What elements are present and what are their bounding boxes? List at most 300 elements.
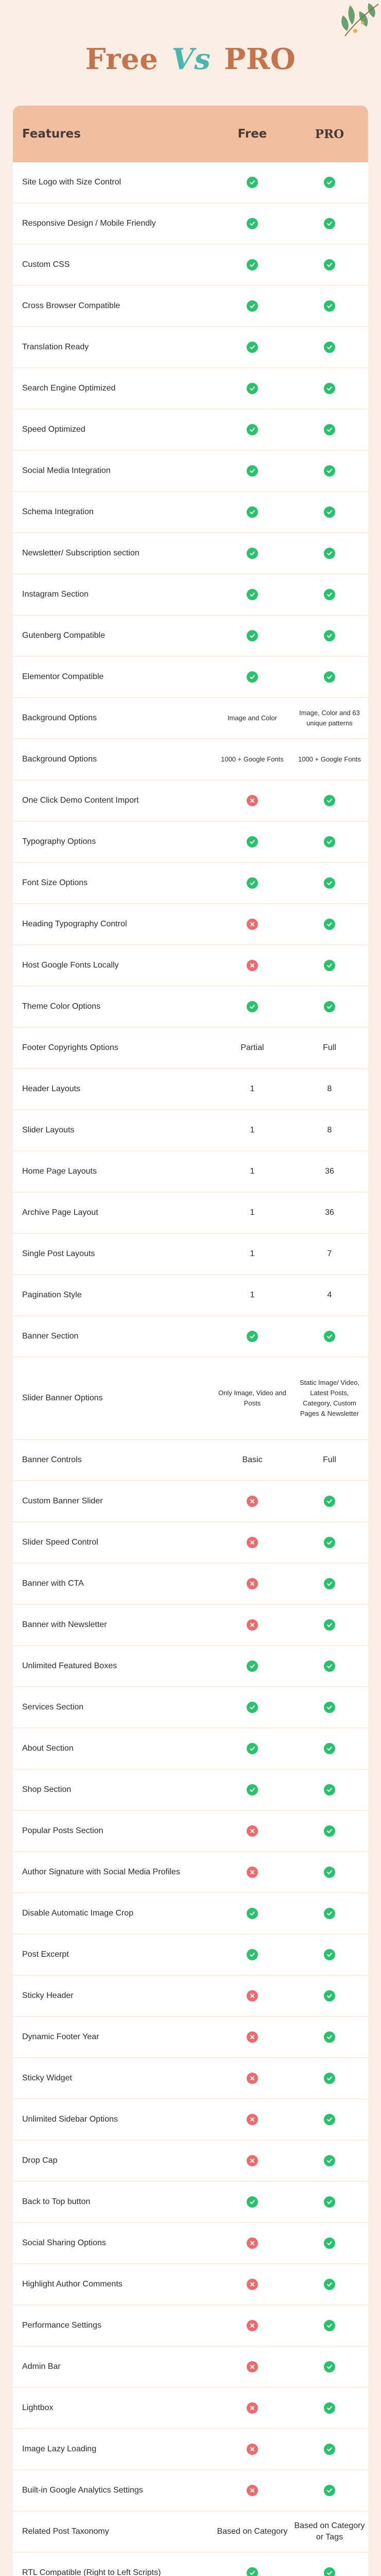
feature-label: Translation Ready [22, 343, 89, 351]
check-icon [247, 424, 258, 435]
table-row [13, 2099, 368, 2141]
pro-cell [291, 754, 368, 765]
free-value: Only Image, Video and Posts [218, 1388, 286, 1407]
feature-label: Custom CSS [22, 260, 70, 269]
check-icon [247, 2196, 258, 2208]
feature-label: Newsletter/ Subscription section [22, 549, 140, 557]
pro-cell [291, 877, 368, 889]
feature-label: Slider Banner Options [22, 1394, 103, 1402]
check-icon [247, 1331, 258, 1342]
check-icon [324, 1867, 335, 1878]
leaf-decoration-icon [319, 0, 381, 46]
cross-icon [247, 1867, 258, 1878]
check-icon [324, 1619, 335, 1631]
table-row [13, 1687, 368, 1728]
table-row [13, 1440, 368, 1481]
table-row [13, 1728, 368, 1770]
feature-label: Banner with Newsletter [22, 1620, 107, 1629]
pro-cell [291, 1042, 368, 1054]
free-cell [214, 342, 291, 353]
free-cell [214, 2320, 291, 2331]
feature-label: Slider Layouts [22, 1126, 75, 1134]
pro-cell [291, 1331, 368, 1342]
free-value: 1 [250, 1208, 255, 1217]
table-row [13, 1564, 368, 1605]
feature-label: Post Excerpt [22, 1950, 69, 1959]
table-row [13, 162, 368, 204]
free-cell [214, 2567, 291, 2576]
check-icon [324, 836, 335, 848]
table-row [13, 1358, 368, 1440]
pro-cell [291, 2279, 368, 2290]
table-row [13, 616, 368, 657]
feature-label: Image Lazy Loading [22, 2445, 97, 2453]
feature-label: Services Section [22, 1703, 84, 1711]
pro-cell [291, 177, 368, 188]
pro-cell [291, 1537, 368, 1548]
free-cell [214, 1990, 291, 2002]
table-row [13, 904, 368, 945]
check-icon [324, 2402, 335, 2414]
free-cell [214, 1207, 291, 1218]
feature-label: Typography Options [22, 837, 96, 846]
feature-label: Banner Controls [22, 1455, 82, 1464]
feature-label: Dynamic Footer Year [22, 2032, 99, 2041]
pro-cell [291, 1290, 368, 1301]
feature-label: Background Options [22, 755, 97, 764]
pro-cell [291, 2520, 368, 2544]
feature-label: RTL Compatible (Right to Left Scripts) [22, 2568, 161, 2576]
feature-label: Back to Top button [22, 2197, 91, 2206]
feature-label: Social Media Integration [22, 466, 111, 475]
feature-label: Theme Color Options [22, 1002, 101, 1011]
check-icon [324, 1990, 335, 2002]
feature-label: Social Sharing Options [22, 2239, 106, 2247]
check-icon [247, 259, 258, 270]
pro-cell [291, 1496, 368, 1507]
pro-cell [291, 506, 368, 518]
check-icon [324, 424, 335, 435]
check-icon [247, 1743, 258, 1754]
table-row [13, 245, 368, 286]
free-cell [214, 1248, 291, 1260]
pro-cell [291, 1660, 368, 1672]
cross-icon [247, 795, 258, 806]
free-cell [214, 1702, 291, 1713]
table-row [13, 492, 368, 533]
check-icon [324, 1578, 335, 1589]
pro-value: 8 [327, 1125, 332, 1134]
free-cell [214, 1619, 291, 1631]
table-row [13, 698, 368, 739]
check-icon [324, 2114, 335, 2125]
feature-label: Sticky Header [22, 1991, 74, 2000]
pro-cell [291, 1454, 368, 1466]
check-icon [324, 1949, 335, 1960]
feature-label: Responsive Design / Mobile Friendly [22, 219, 156, 228]
table-row [13, 2058, 368, 2099]
pro-cell [291, 218, 368, 229]
feature-label: Custom Banner Slider [22, 1497, 103, 1505]
free-cell [214, 2361, 291, 2372]
pro-value: 4 [327, 1290, 332, 1299]
pro-cell [291, 548, 368, 559]
table-row [13, 1935, 368, 1976]
feature-label: Home Page Layouts [22, 1167, 97, 1176]
table-header [13, 106, 368, 162]
page-title [0, 42, 381, 76]
check-icon [324, 2485, 335, 2496]
table-row [13, 2553, 368, 2576]
free-value: 1 [250, 1166, 255, 1176]
pro-value: 7 [327, 1249, 332, 1258]
feature-label: Pagination Style [22, 1291, 82, 1299]
table-row [13, 1770, 368, 1811]
check-icon [324, 342, 335, 353]
table-row [13, 410, 368, 451]
table-row [13, 2017, 368, 2058]
pro-value: 8 [327, 1084, 332, 1093]
table-row [13, 1852, 368, 1893]
table-row [13, 1522, 368, 1564]
table-row [13, 2223, 368, 2264]
header-pro: PRO [315, 127, 344, 141]
pro-cell [291, 300, 368, 312]
pro-cell [291, 2238, 368, 2249]
check-icon [324, 1702, 335, 1713]
table-row [13, 1481, 368, 1522]
table-row [13, 1893, 368, 1935]
table-row [13, 574, 368, 616]
pro-cell [291, 2031, 368, 2043]
cross-icon [247, 2361, 258, 2372]
feature-label: Single Post Layouts [22, 1249, 95, 1258]
pro-cell [291, 1784, 368, 1795]
table-row [13, 1193, 368, 1234]
pro-cell [291, 2114, 368, 2125]
check-icon [324, 465, 335, 477]
pro-value: Full [323, 1455, 336, 1464]
free-cell [214, 1166, 291, 1177]
free-cell [214, 1001, 291, 1012]
feature-label: Unlimited Sidebar Options [22, 2115, 118, 2124]
feature-label: Related Post Taxonomy [22, 2527, 109, 2536]
table-row [13, 451, 368, 492]
free-cell [214, 589, 291, 600]
check-icon [324, 2320, 335, 2331]
free-cell [214, 1537, 291, 1548]
free-cell [214, 1660, 291, 1672]
feature-label: Cross Browser Compatible [22, 301, 120, 310]
pro-cell [291, 1949, 368, 1960]
cross-icon [247, 2279, 258, 2290]
free-value: 1 [250, 1249, 255, 1258]
cross-icon [247, 2444, 258, 2455]
pro-cell [291, 671, 368, 683]
table-row [13, 1151, 368, 1193]
free-cell [214, 1496, 291, 1507]
free-cell [214, 1867, 291, 1878]
pro-cell [291, 2196, 368, 2208]
pro-cell [291, 836, 368, 848]
cross-icon [247, 2155, 258, 2166]
free-cell [214, 630, 291, 641]
pro-cell [291, 1083, 368, 1095]
table-row [13, 863, 368, 904]
check-icon [324, 671, 335, 683]
free-cell [214, 1331, 291, 1342]
free-cell [214, 424, 291, 435]
pro-cell [291, 1578, 368, 1589]
feature-label: Drop Cap [22, 2156, 58, 2165]
pro-cell [291, 342, 368, 353]
free-cell [214, 1083, 291, 1095]
cross-icon [247, 960, 258, 971]
table-row [13, 822, 368, 863]
free-value: Image and Color [227, 714, 278, 722]
pro-cell [291, 960, 368, 971]
table-row [13, 1316, 368, 1358]
cross-icon [247, 2114, 258, 2125]
free-cell [214, 795, 291, 806]
feature-label: Archive Page Layout [22, 1208, 98, 1217]
table-row [13, 2347, 368, 2388]
check-icon [247, 877, 258, 889]
free-cell [214, 2279, 291, 2290]
free-cell [214, 836, 291, 848]
pro-cell [291, 2155, 368, 2166]
table-row [13, 1275, 368, 1316]
pro-cell [291, 1825, 368, 1837]
pro-cell [291, 2320, 368, 2331]
check-icon [324, 877, 335, 889]
feature-label: Banner Section [22, 1332, 79, 1341]
check-icon [324, 630, 335, 641]
check-icon [324, 589, 335, 600]
free-cell [214, 2526, 291, 2537]
feature-label: Search Engine Optimized [22, 384, 116, 393]
check-icon [247, 1784, 258, 1795]
check-icon [247, 2567, 258, 2576]
check-icon [324, 177, 335, 188]
table-row [13, 739, 368, 781]
pro-cell [291, 795, 368, 806]
check-icon [324, 548, 335, 559]
pro-cell [291, 630, 368, 641]
check-icon [324, 2361, 335, 2372]
check-icon [247, 548, 258, 559]
feature-label: One Click Demo Content Import [22, 796, 139, 805]
check-icon [247, 589, 258, 600]
cross-icon [247, 919, 258, 930]
check-icon [324, 1331, 335, 1342]
title-pro: PRO [224, 42, 296, 76]
feature-label: Author Signature with Social Media Profiles [22, 1868, 180, 1876]
free-cell [214, 1125, 291, 1136]
cross-icon [247, 1537, 258, 1548]
free-cell [214, 1743, 291, 1754]
cross-icon [247, 1578, 258, 1589]
feature-label: Elementor Compatible [22, 672, 104, 681]
feature-label: Banner with CTA [22, 1579, 84, 1588]
pro-value: Static Image/ Video, Latest Posts, Category, Custom Pages & Newsletter [299, 1378, 360, 1418]
pro-cell [291, 2402, 368, 2414]
table-row [13, 2512, 368, 2553]
free-cell [214, 218, 291, 229]
pro-cell [291, 1619, 368, 1631]
pro-cell [291, 1125, 368, 1136]
free-cell [214, 2485, 291, 2496]
free-value: Based on Category [217, 2527, 288, 2536]
check-icon [247, 1949, 258, 1960]
free-cell [214, 2238, 291, 2249]
pro-cell [291, 383, 368, 394]
check-icon [324, 2031, 335, 2043]
table-row [13, 2306, 368, 2347]
check-icon [324, 1001, 335, 1012]
check-icon [247, 342, 258, 353]
free-cell [214, 2155, 291, 2166]
title-free: Free [85, 42, 159, 76]
cross-icon [247, 2320, 258, 2331]
free-cell [214, 671, 291, 683]
free-cell [214, 2402, 291, 2414]
check-icon [247, 506, 258, 518]
table-row [13, 1605, 368, 1646]
free-value: 1 [250, 1084, 255, 1093]
check-icon [324, 1743, 335, 1754]
check-icon [324, 2155, 335, 2166]
pro-cell [291, 424, 368, 435]
pro-value: Image, Color and 63 unique patterns [299, 708, 360, 727]
table-row [13, 286, 368, 327]
pro-value: 36 [325, 1166, 334, 1176]
feature-label: Performance Settings [22, 2321, 101, 2330]
pro-value: 1000 + Google Fonts [298, 755, 361, 763]
free-cell [214, 877, 291, 889]
check-icon [324, 300, 335, 312]
free-cell [214, 2031, 291, 2043]
cross-icon [247, 2402, 258, 2414]
free-cell [214, 1290, 291, 1301]
check-icon [324, 1537, 335, 1548]
free-cell [214, 177, 291, 188]
check-icon [324, 2196, 335, 2208]
check-icon [247, 300, 258, 312]
check-icon [324, 259, 335, 270]
free-cell [214, 713, 291, 723]
check-icon [324, 960, 335, 971]
table-row [13, 1976, 368, 2017]
free-cell [214, 506, 291, 518]
check-icon [247, 177, 258, 188]
table-row [13, 2182, 368, 2223]
table-row [13, 987, 368, 1028]
pro-cell [291, 1166, 368, 1177]
check-icon [247, 1660, 258, 1672]
check-icon [247, 836, 258, 848]
check-icon [324, 1825, 335, 1837]
pro-cell [291, 259, 368, 270]
feature-label: Lightbox [22, 2403, 54, 2412]
pro-cell [291, 1743, 368, 1754]
free-cell [214, 754, 291, 765]
check-icon [247, 465, 258, 477]
cross-icon [247, 1990, 258, 2002]
pro-cell [291, 1378, 368, 1419]
feature-label: Host Google Fonts Locally [22, 961, 119, 970]
cross-icon [247, 1619, 258, 1631]
pro-cell [291, 2444, 368, 2455]
pro-cell [291, 2073, 368, 2084]
check-icon [324, 1784, 335, 1795]
check-icon [247, 630, 258, 641]
free-cell [214, 548, 291, 559]
check-icon [324, 2073, 335, 2084]
comparison-table [13, 106, 368, 2576]
check-icon [324, 795, 335, 806]
table-row [13, 1110, 368, 1151]
feature-label: Gutenberg Compatible [22, 631, 105, 640]
feature-label: Slider Speed Control [22, 1538, 98, 1547]
check-icon [324, 2567, 335, 2576]
table-row [13, 781, 368, 822]
cross-icon [247, 2485, 258, 2496]
free-cell [214, 2196, 291, 2208]
title-vs: Vs [171, 42, 211, 76]
check-icon [247, 1908, 258, 1919]
table-body [13, 162, 368, 2576]
free-cell [214, 300, 291, 312]
check-icon [324, 1496, 335, 1507]
free-cell [214, 2073, 291, 2084]
header-free: Free [237, 127, 267, 141]
pro-cell [291, 1867, 368, 1878]
table-row [13, 1646, 368, 1687]
pro-cell [291, 589, 368, 600]
free-value: Basic [242, 1455, 263, 1464]
feature-label: Popular Posts Section [22, 1826, 103, 1835]
table-row [13, 945, 368, 987]
table-row [13, 2429, 368, 2470]
free-value: Partial [240, 1043, 264, 1052]
pro-cell [291, 2567, 368, 2576]
check-icon [324, 2444, 335, 2455]
pro-cell [291, 1702, 368, 1713]
pro-value: Based on Category or Tags [294, 2521, 365, 2541]
free-cell [214, 1578, 291, 1589]
pro-cell [291, 919, 368, 930]
check-icon [247, 218, 258, 229]
cross-icon [247, 2073, 258, 2084]
free-cell [214, 919, 291, 930]
feature-label: Speed Optimized [22, 425, 85, 434]
pro-cell [291, 1990, 368, 2002]
check-icon [324, 383, 335, 394]
cross-icon [247, 1496, 258, 1507]
feature-label: Heading Typography Control [22, 920, 127, 928]
free-cell [214, 1388, 291, 1409]
feature-label: Built-in Google Analytics Settings [22, 2486, 143, 2495]
table-row [13, 327, 368, 368]
pro-cell [291, 2485, 368, 2496]
check-icon [324, 919, 335, 930]
free-cell [214, 1042, 291, 1054]
free-value: 1 [250, 1290, 255, 1299]
table-row [13, 204, 368, 245]
pro-cell [291, 465, 368, 477]
pro-cell [291, 2361, 368, 2372]
